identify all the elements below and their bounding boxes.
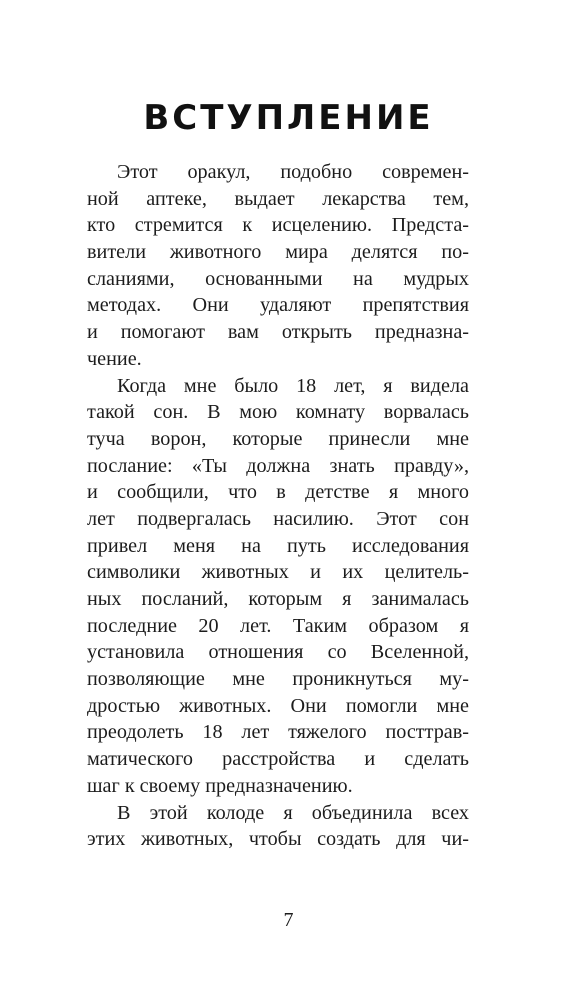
text-line: установила отношения со Вселенной, [87, 641, 469, 664]
text-line: привел меня на путь исследования [87, 534, 469, 557]
text-line: матического расстройства и сделать [87, 748, 469, 771]
page-number: 7 [283, 909, 294, 931]
text-line: такой сон. В мою комнату ворвалась [87, 401, 469, 424]
text-line: позволяющие мне проникнуться му- [87, 668, 469, 691]
text-line: кто стремится к исцелению. Предста- [87, 214, 469, 237]
text-line: ной аптеке, выдает лекарства тем, [87, 187, 469, 210]
text-line: преодолеть 18 лет тяжелого посттрав- [87, 721, 469, 744]
text-line: шаг к своему предназначению. [87, 774, 353, 797]
body-text [87, 159, 469, 853]
text-line: ных посланий, которым я занималась [87, 588, 469, 610]
text-line: В этой колоде я объединила всех [117, 801, 469, 824]
text-line: этих животных, чтобы создать для чи- [87, 828, 469, 851]
text-line: дростью животных. Они помогли мне [87, 694, 469, 717]
text-line: Этот оракул, подобно современ- [117, 161, 469, 183]
text-line: туча ворон, которые принесли мне [87, 427, 469, 450]
text-line: лет подвергалась насилию. Этот сон [87, 507, 469, 530]
text-line: методах. Они удаляют препятствия [87, 294, 469, 317]
text-line: и сообщили, что в детстве я много [87, 481, 469, 504]
text-line: символики животных и их целитель- [87, 561, 469, 584]
text-line: и помогают вам открыть предназна- [87, 321, 469, 344]
text-line: сланиями, основанными на мудрых [87, 267, 469, 290]
text-line: чение. [87, 347, 142, 370]
chapter-heading: ВСТУПЛЕНИЕ [143, 98, 434, 138]
text-line: последние 20 лет. Таким образом я [87, 614, 469, 637]
text-line: Когда мне было 18 лет, я видела [117, 374, 469, 397]
text-line: послание: «Ты должна знать правду», [87, 454, 469, 477]
text-line: вители животного мира делятся по- [87, 241, 469, 264]
